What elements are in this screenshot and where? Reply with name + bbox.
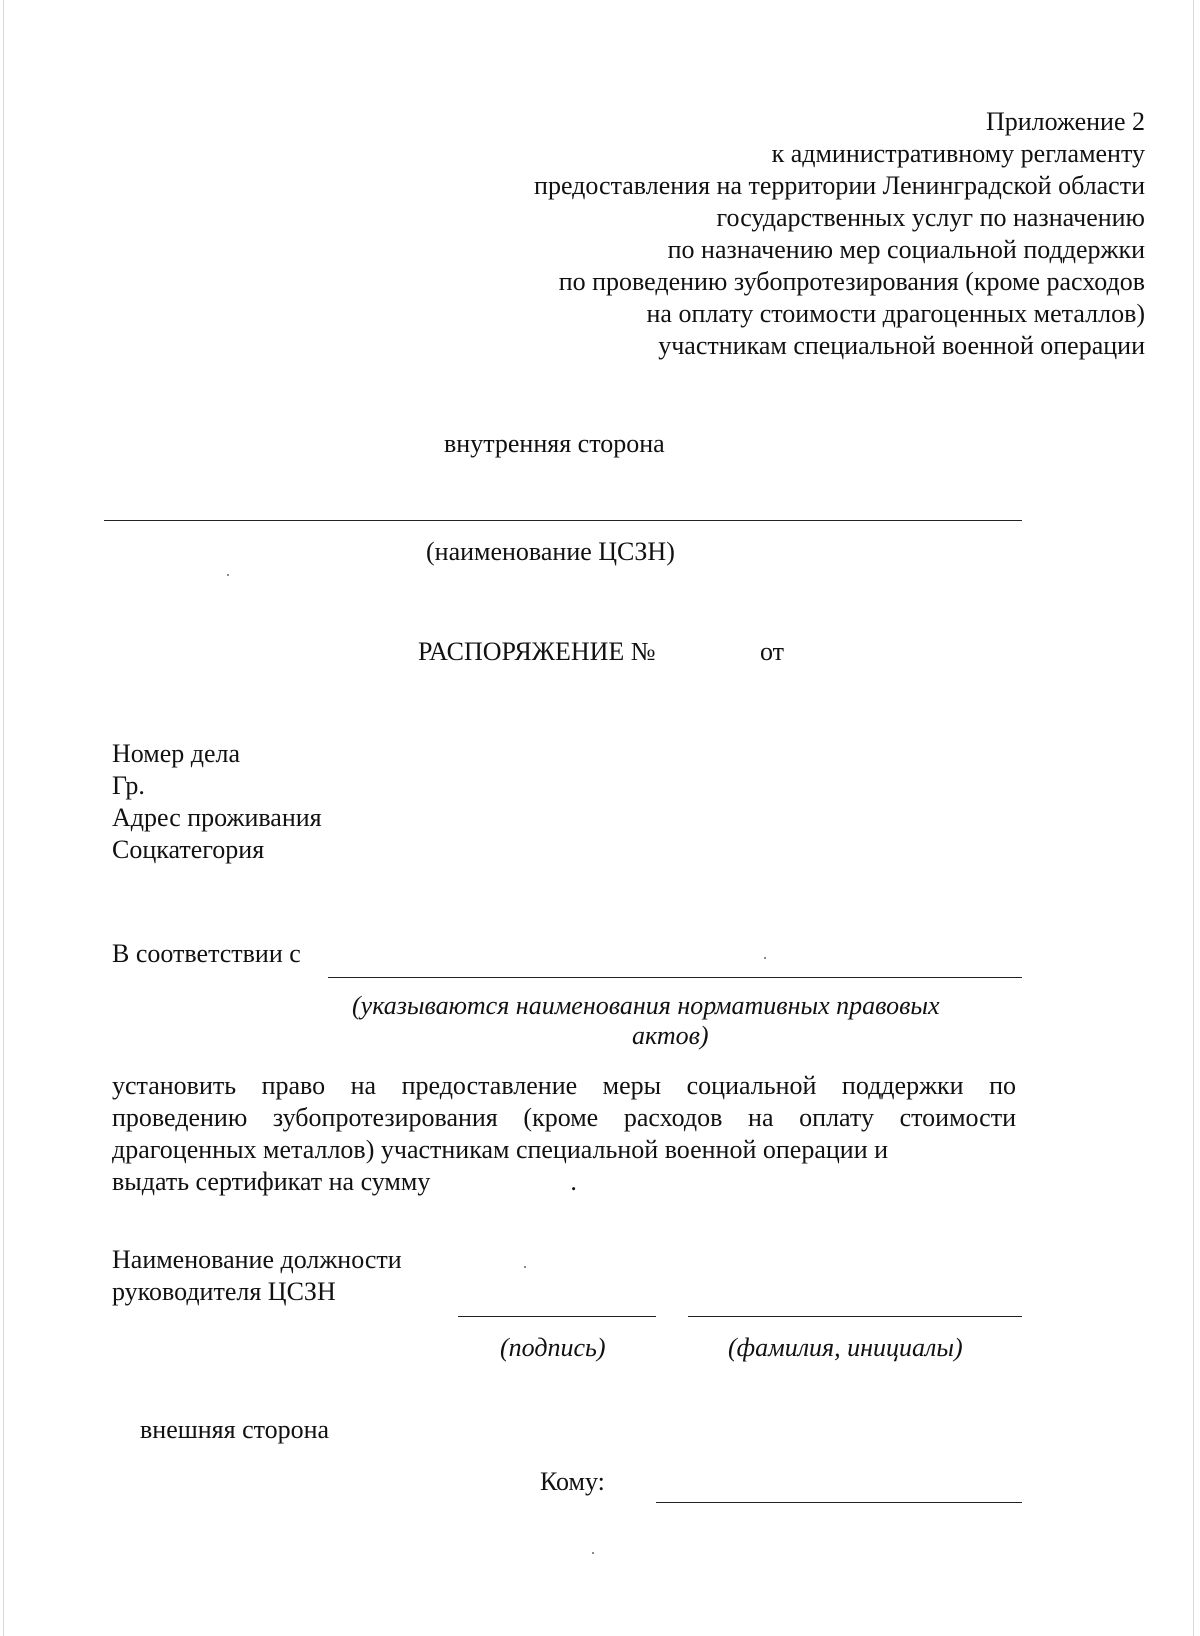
to-label: Кому:	[540, 1467, 605, 1496]
scan-left-edge	[3, 0, 4, 1636]
to-line	[656, 1502, 1022, 1503]
basis-label: В соответствии с	[112, 939, 301, 968]
header-line-2: к административному регламенту	[771, 139, 1145, 168]
header-line-3: предоставления на территории Ленинградской области	[534, 171, 1145, 200]
decision-end-mark: .	[570, 1167, 577, 1196]
field-case-number: Номер дела	[112, 739, 241, 768]
decision-text: установить право на предоставление меры социальной поддержки по проведению зубопротезирования (кроме расходов на оплату стоимости драгоценных металлов) участникам специальной военной операции и	[112, 1071, 1016, 1164]
header-line-8: участникам специальной военной операции	[658, 331, 1145, 360]
header-line-4: государственных услуг по назначению	[716, 203, 1145, 232]
order-from: от	[760, 637, 785, 666]
org-name-caption: (наименование ЦСЗН)	[426, 537, 675, 566]
scan-speck	[764, 957, 766, 959]
signature-caption: (подпись)	[500, 1333, 606, 1362]
decision-last-line	[112, 1166, 1016, 1198]
outer-side-label: внешняя сторона	[140, 1415, 330, 1444]
field-citizen: Гр.	[112, 771, 145, 800]
scan-speck	[592, 1552, 594, 1554]
name-line	[688, 1316, 1022, 1317]
position-line-1: Наименование должности	[112, 1245, 402, 1274]
name-caption: (фамилия, инициалы)	[728, 1333, 963, 1362]
header-line-5: по назначению мер социальной поддержки	[667, 235, 1145, 264]
header-line-7: на оплату стоимости драгоценных металлов)	[646, 299, 1145, 328]
header-line-6: по проведению зубопротезирования (кроме расходов	[558, 267, 1145, 296]
basis-line	[328, 977, 1022, 978]
basis-caption-line-1: (указываются наименования нормативных правовых	[352, 991, 940, 1020]
signature-line	[458, 1316, 656, 1317]
position-line-2: руководителя ЦСЗН	[112, 1277, 336, 1306]
org-name-line	[104, 520, 1022, 521]
inner-side-label: внутренняя сторона	[444, 429, 665, 458]
field-address: Адрес проживания	[112, 803, 322, 832]
decision-amount-text: выдать сертификат на сумму	[112, 1167, 431, 1196]
header-line-1: Приложение 2	[985, 107, 1145, 136]
basis-caption-line-2: актов)	[632, 1021, 709, 1050]
scan-right-edge	[1193, 0, 1194, 1636]
scan-speck	[524, 1266, 526, 1268]
decision-paragraph	[112, 1070, 1016, 1198]
field-social-category: Соцкатегория	[112, 835, 265, 864]
order-title: РАСПОРЯЖЕНИЕ №	[418, 637, 656, 666]
scan-speck	[227, 574, 229, 576]
